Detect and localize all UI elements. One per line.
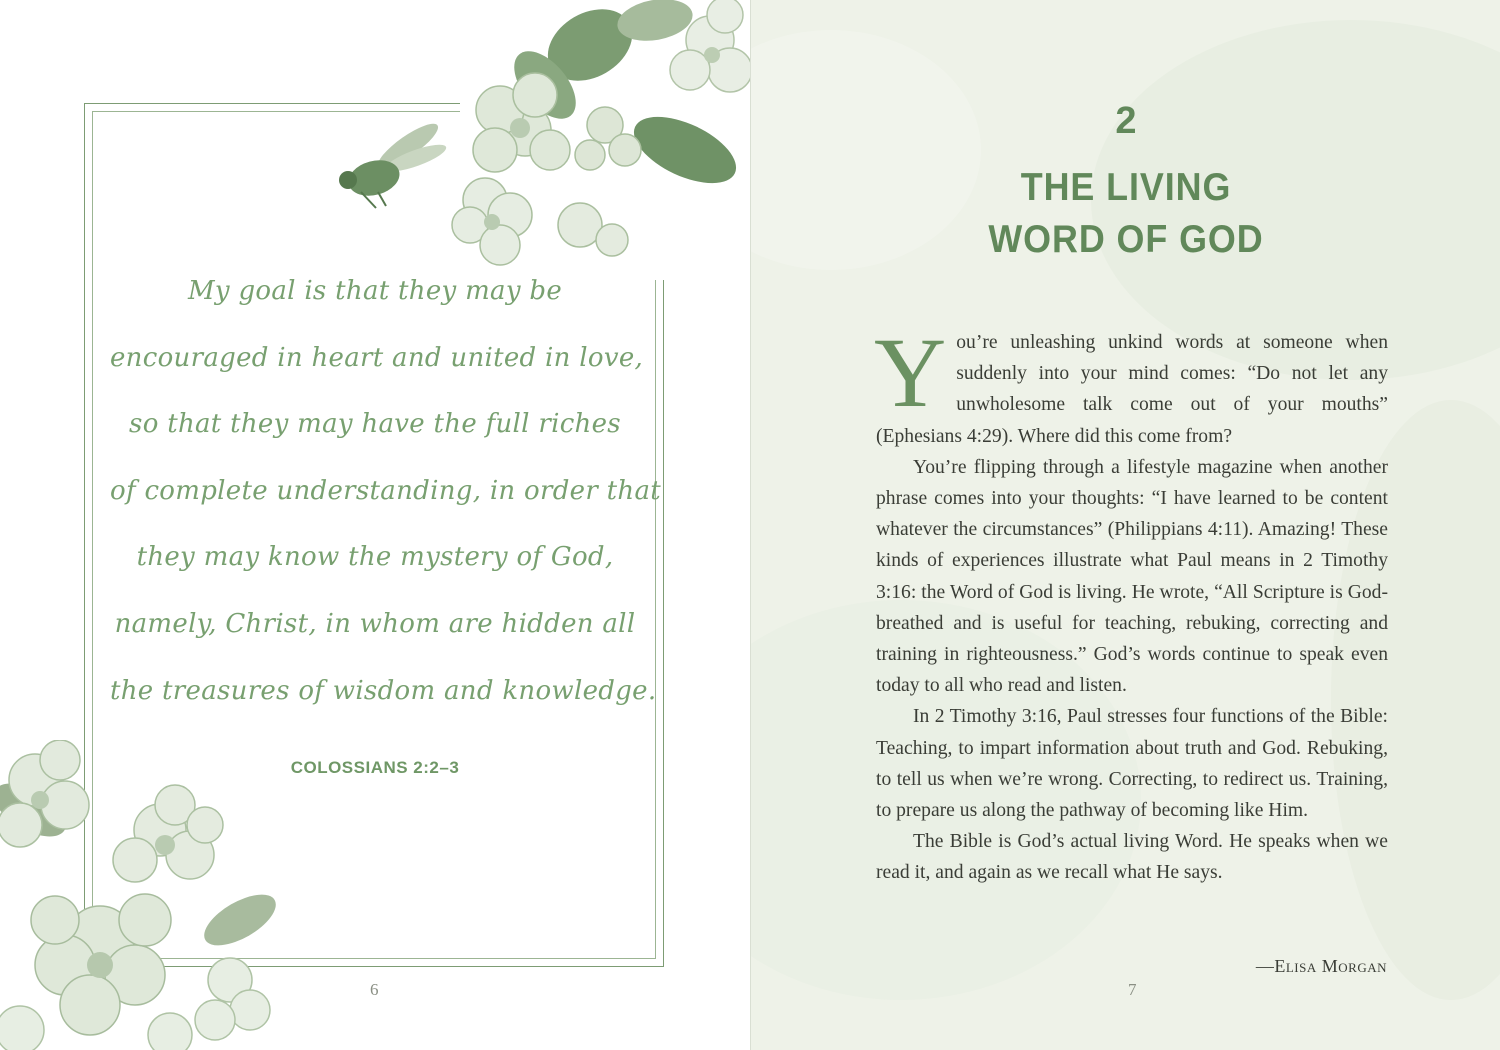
scripture-quote bbox=[110, 258, 661, 724]
bee-icon bbox=[336, 118, 451, 213]
paragraph bbox=[874, 317, 1388, 452]
quote-line: encouraged in heart and united in love, bbox=[110, 342, 644, 373]
quote-line: namely, Christ, in whom are hidden all bbox=[114, 608, 636, 639]
author-attribution: —Elisa Morgan bbox=[1255, 956, 1387, 976]
devotional-body bbox=[874, 317, 1388, 889]
quote-line: they may know the mystery of God, bbox=[136, 542, 614, 573]
scripture-reference: COLOSSIANS 2:2–3 bbox=[290, 758, 460, 777]
right-page bbox=[750, 0, 1500, 1050]
quote-line: so that they may have the full riches bbox=[129, 409, 621, 440]
chapter-number: 2 bbox=[1115, 100, 1137, 142]
paragraph: The Bible is God’s actual living Word. He speaks when we read it, and again as we recall what He says. bbox=[876, 831, 1388, 884]
paragraph-text: ou’re unleashing unkind words at someone when suddenly into your mind comes: “Do not let any unwholesome talk come out of your mouths” (Ephesians 4:29). Where did this come from? bbox=[876, 332, 1388, 447]
quote-line: the treasures of wisdom and knowledge. bbox=[110, 675, 657, 706]
paragraph: In 2 Timothy 3:16, Paul stresses four functions of the Bible: Teaching, to impart information about truth and God. Rebuking, to tell us when we’re wrong. Correcting, to redirect us. Training, to prepare us along the pathway of becoming like Him. bbox=[876, 706, 1388, 822]
chapter-title bbox=[781, 162, 1471, 266]
paragraph: You’re flipping through a lifestyle magazine when another phrase comes into your thoughts: “I have learned to be content whatever the circumstances” (Philippians 4:11). Amazing! These kinds of experiences illustrate what Paul means in 2 Timothy 3:16: the Word of God is living. He wrote, “All Scripture is God-breathed and is useful for teaching, rebuking, correcting and training in righteousness.” God’s words continue to speak even today to all who read and listen. bbox=[876, 456, 1388, 697]
quote-line: My goal is that they may be bbox=[187, 276, 563, 306]
chapter-title-line: THE LIVING bbox=[1020, 166, 1232, 209]
chapter-title-line: WORD OF GOD bbox=[988, 218, 1264, 261]
page-number-right: 7 bbox=[1128, 980, 1137, 999]
page-number-left: 6 bbox=[370, 980, 379, 999]
quote-line: of complete understanding, in order that bbox=[110, 475, 661, 506]
bottom-floral-illustration bbox=[0, 740, 290, 1050]
top-floral-illustration bbox=[440, 0, 750, 280]
drop-cap: Y bbox=[874, 317, 947, 428]
